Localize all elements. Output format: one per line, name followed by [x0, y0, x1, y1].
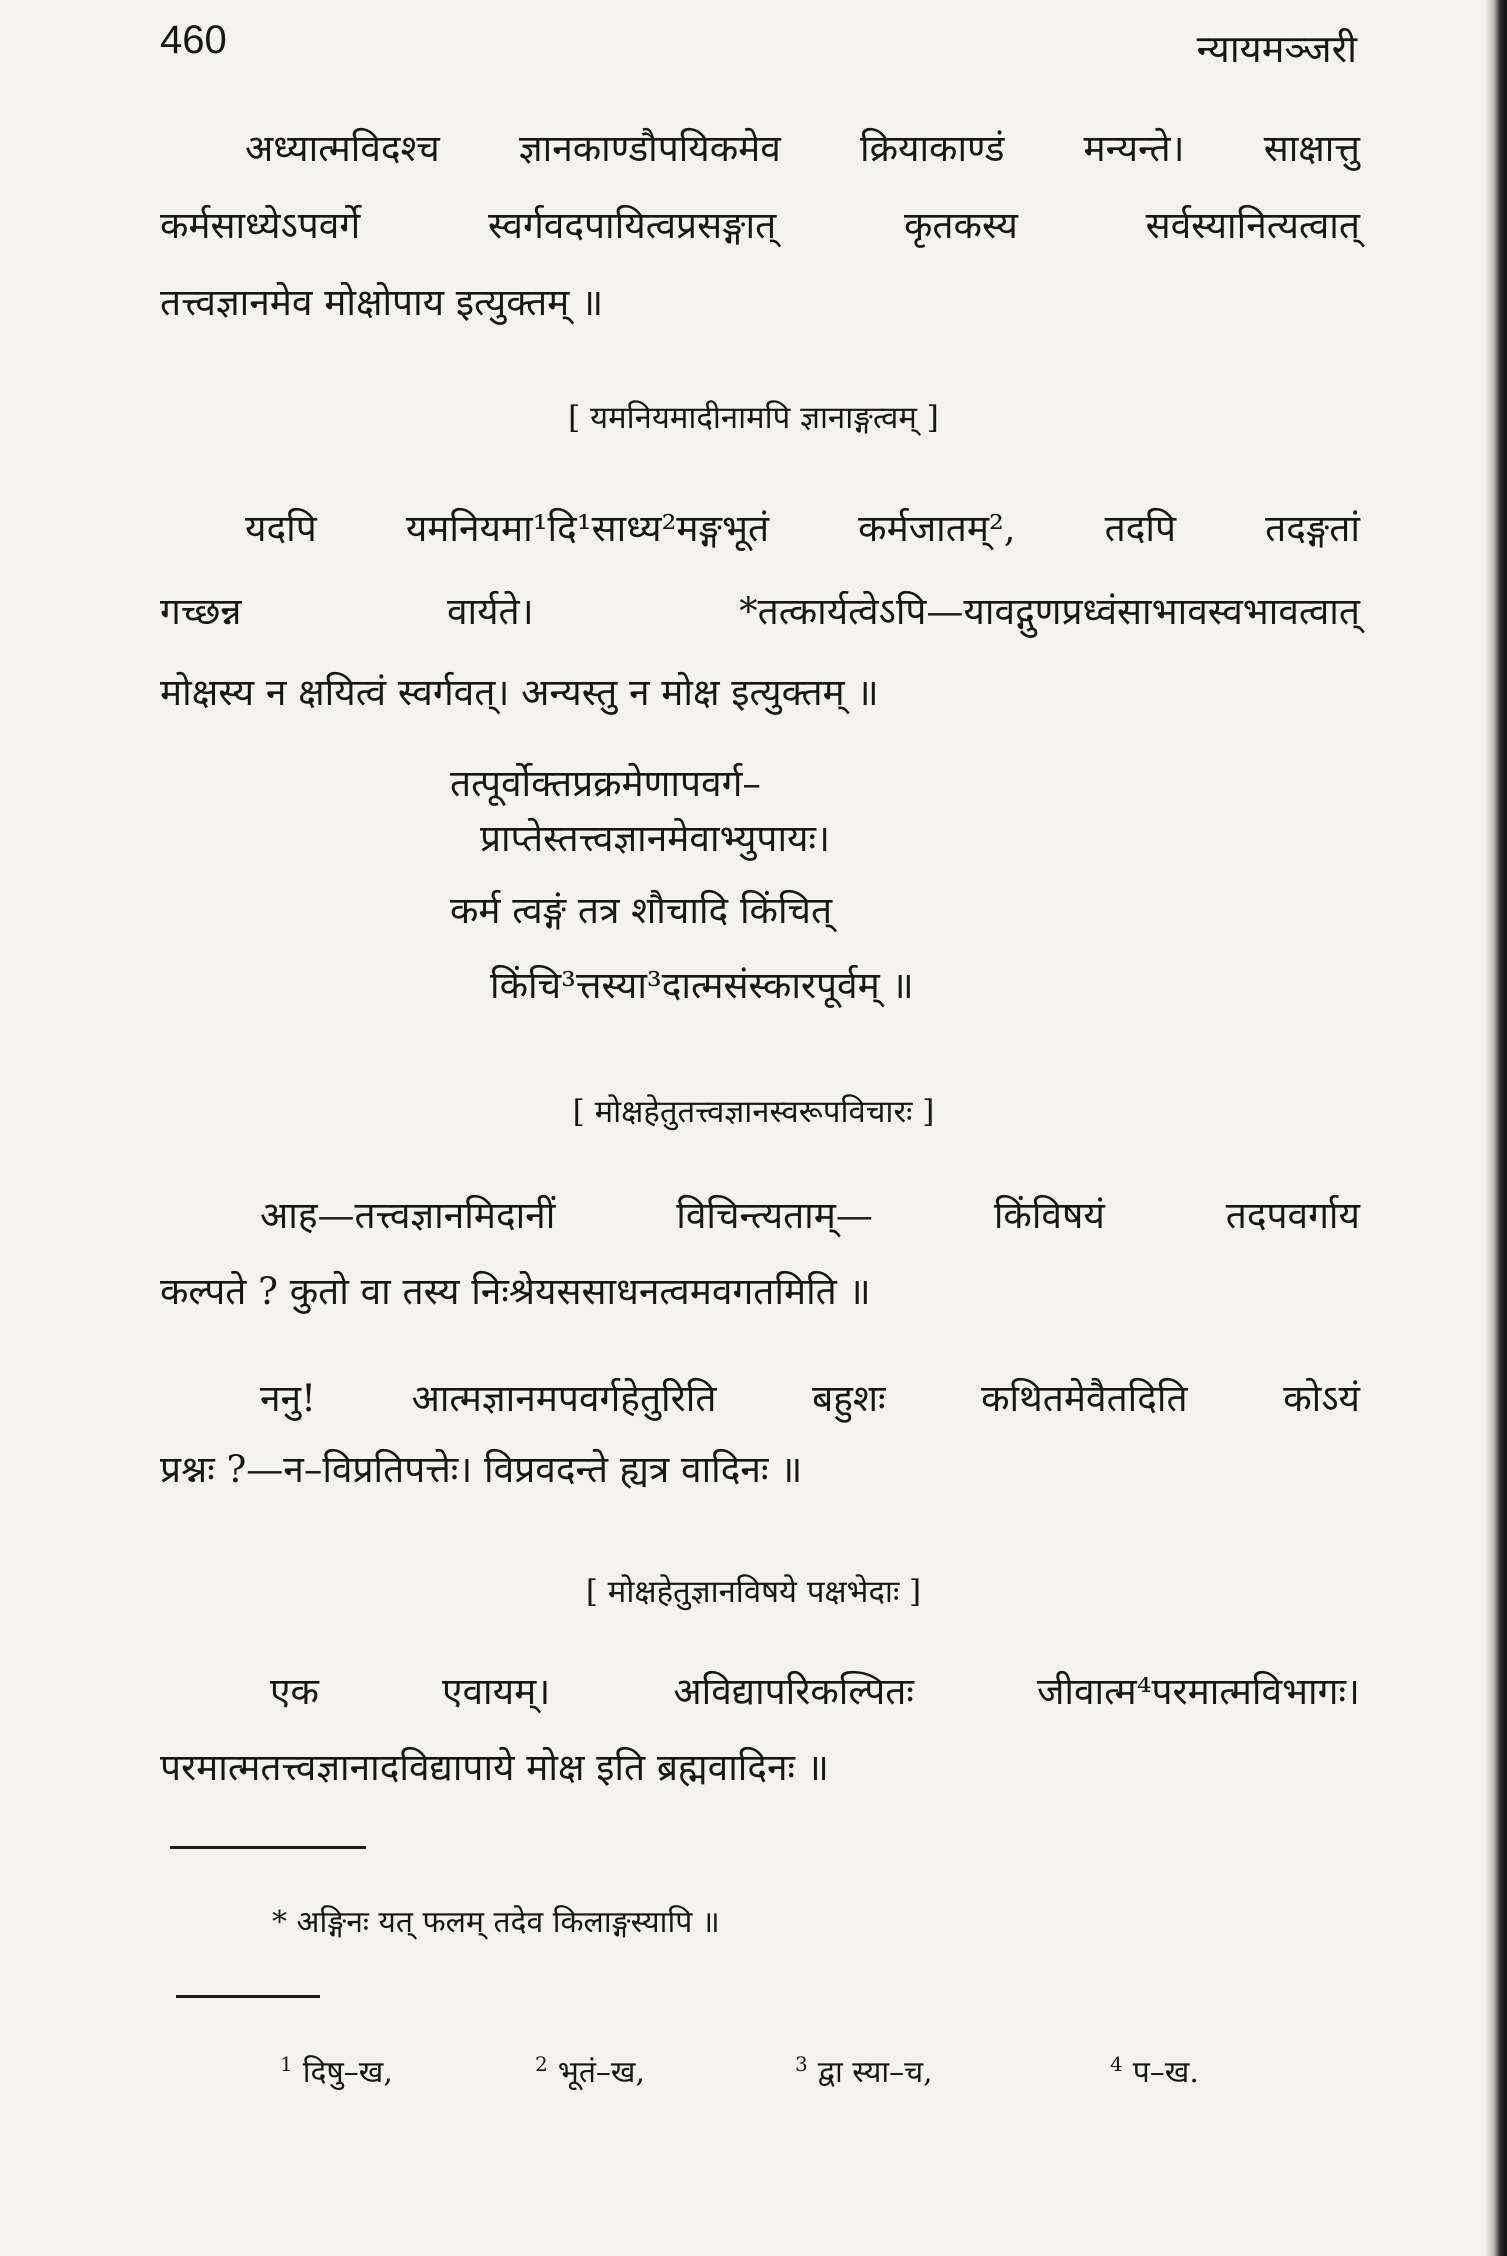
- para2-line2: [160, 590, 1360, 633]
- word: जीवात्म⁴परमात्मविभागः।: [1036, 1670, 1360, 1713]
- word: क्रियाकाण्डं: [860, 127, 1005, 170]
- variant-note-number: 1: [280, 2052, 293, 2076]
- para1-line2: [160, 204, 1360, 247]
- word: *तत्कार्यत्वेऽपि—यावद्गुणप्रध्वंसाभावस्वभावत्वात्: [739, 590, 1360, 633]
- word: बहुशः: [812, 1377, 886, 1420]
- word: साक्षात्तु: [1263, 127, 1360, 170]
- word: कोऽयं: [1283, 1377, 1360, 1420]
- word: मन्यन्ते।: [1083, 127, 1185, 170]
- word: आह—तत्त्वज्ञानमिदानीं: [260, 1194, 556, 1237]
- word: किंविषयं: [993, 1194, 1105, 1237]
- variant-note-2: [535, 2050, 645, 2091]
- para4-line2: प्रश्नः ?—न–विप्रतिपत्तेः। विप्रवदन्ते ह्यत्र वादिनः ॥: [160, 1448, 803, 1491]
- para3-line1: [260, 1194, 1360, 1237]
- variant-note-3: [795, 2050, 933, 2091]
- section-heading-1: [ यमनियमादीनामपि ज्ञानाङ्गत्वम् ]: [568, 400, 939, 436]
- para5-line2: परमात्मतत्त्वज्ञानादविद्यापाये मोक्ष इति ब्रह्मवादिनः ॥: [160, 1746, 829, 1789]
- para4-line1: [260, 1377, 1360, 1420]
- footnote-star: * अङ्गिनः यत् फलम् तदेव किलाङ्गस्यापि ॥: [272, 1905, 720, 1940]
- word: कर्मसाध्येऽपवर्गे: [160, 204, 361, 247]
- para5-line1: [270, 1670, 1360, 1713]
- word: तदपि: [1104, 507, 1176, 550]
- word: विचिन्त्यताम्—: [676, 1194, 873, 1237]
- word: ज्ञानकाण्डौपयिकमेव: [518, 127, 781, 170]
- variant-note-4: [1110, 2050, 1199, 2091]
- word: यमनियमा¹दि¹साध्य²मङ्गभूतं: [405, 507, 770, 550]
- variant-note-number: 2: [535, 2052, 548, 2076]
- scan-edge: [1485, 0, 1507, 2256]
- word: तदङ्गतां: [1265, 507, 1360, 550]
- word: वार्यते।: [446, 590, 534, 633]
- word: एक: [270, 1670, 319, 1713]
- word: सर्वस्यानित्यत्वात्: [1145, 204, 1360, 247]
- word: गच्छन्न: [160, 590, 242, 633]
- para1-line3: तत्त्वज्ञानमेव मोक्षोपाय इत्युक्तम् ॥: [160, 281, 604, 324]
- variant-note-text: द्वा स्या–च,: [817, 2055, 933, 2090]
- section-heading-3: [ मोक्षहेतुज्ञानविषये पक्षभेदाः ]: [585, 1574, 922, 1610]
- variant-notes-rule: [176, 1995, 320, 1998]
- word: ननु!: [260, 1377, 316, 1420]
- para2-line3: मोक्षस्य न क्षयित्वं स्वर्गवत्। अन्यस्तु न मोक्ष इत्युक्तम् ॥: [160, 671, 879, 714]
- word: अध्यात्मविदश्च: [245, 127, 440, 170]
- variant-note-number: 4: [1110, 2052, 1123, 2076]
- word: एवायम्।: [442, 1670, 551, 1713]
- running-head: न्यायमञ्जरी: [1196, 27, 1357, 71]
- para1-line1: [245, 127, 1360, 170]
- variant-note-text: भूतं–ख,: [557, 2055, 646, 2090]
- word: कथितमेवैतदिति: [981, 1377, 1188, 1420]
- variant-note-text: प–ख.: [1132, 2055, 1199, 2090]
- section-heading-2: [ मोक्षहेतुतत्त्वज्ञानस्वरूपविचारः ]: [572, 1094, 935, 1130]
- footnote-rule: [170, 1846, 366, 1849]
- word: यदपि: [245, 507, 317, 550]
- para3-line2: कल्पते ? कुतो वा तस्य निःश्रेयससाधनत्वमवगतमिति ॥: [160, 1270, 871, 1313]
- word: अविद्यापरिकल्पितः: [673, 1670, 914, 1713]
- variant-note-text: दिषु–ख,: [302, 2055, 393, 2090]
- word: कर्मजातम्²,: [858, 507, 1016, 550]
- verse-line3: कर्म त्वङ्गं तत्र शौचादि किंचित्: [450, 889, 833, 932]
- verse-line1: तत्पूर्वोक्तप्रक्रमेणापवर्ग–: [450, 762, 761, 805]
- word: स्वर्गवदपायित्वप्रसङ्गात्: [488, 204, 777, 247]
- variant-note-number: 3: [795, 2052, 808, 2076]
- word: आत्मज्ञानमपवर्गहेतुरिति: [411, 1377, 717, 1420]
- para2-line1: [245, 507, 1360, 550]
- variant-note-1: [280, 2050, 393, 2091]
- verse-line2: प्राप्तेस्तत्त्वज्ञानमेवाभ्युपायः।: [480, 817, 830, 860]
- page-number: 460: [160, 18, 227, 62]
- verse-line4: किंचि³त्तस्या³दात्मसंस्कारपूर्वम् ॥: [490, 964, 914, 1007]
- word: तदपवर्गाय: [1225, 1194, 1360, 1237]
- word: कृतकस्य: [904, 204, 1018, 247]
